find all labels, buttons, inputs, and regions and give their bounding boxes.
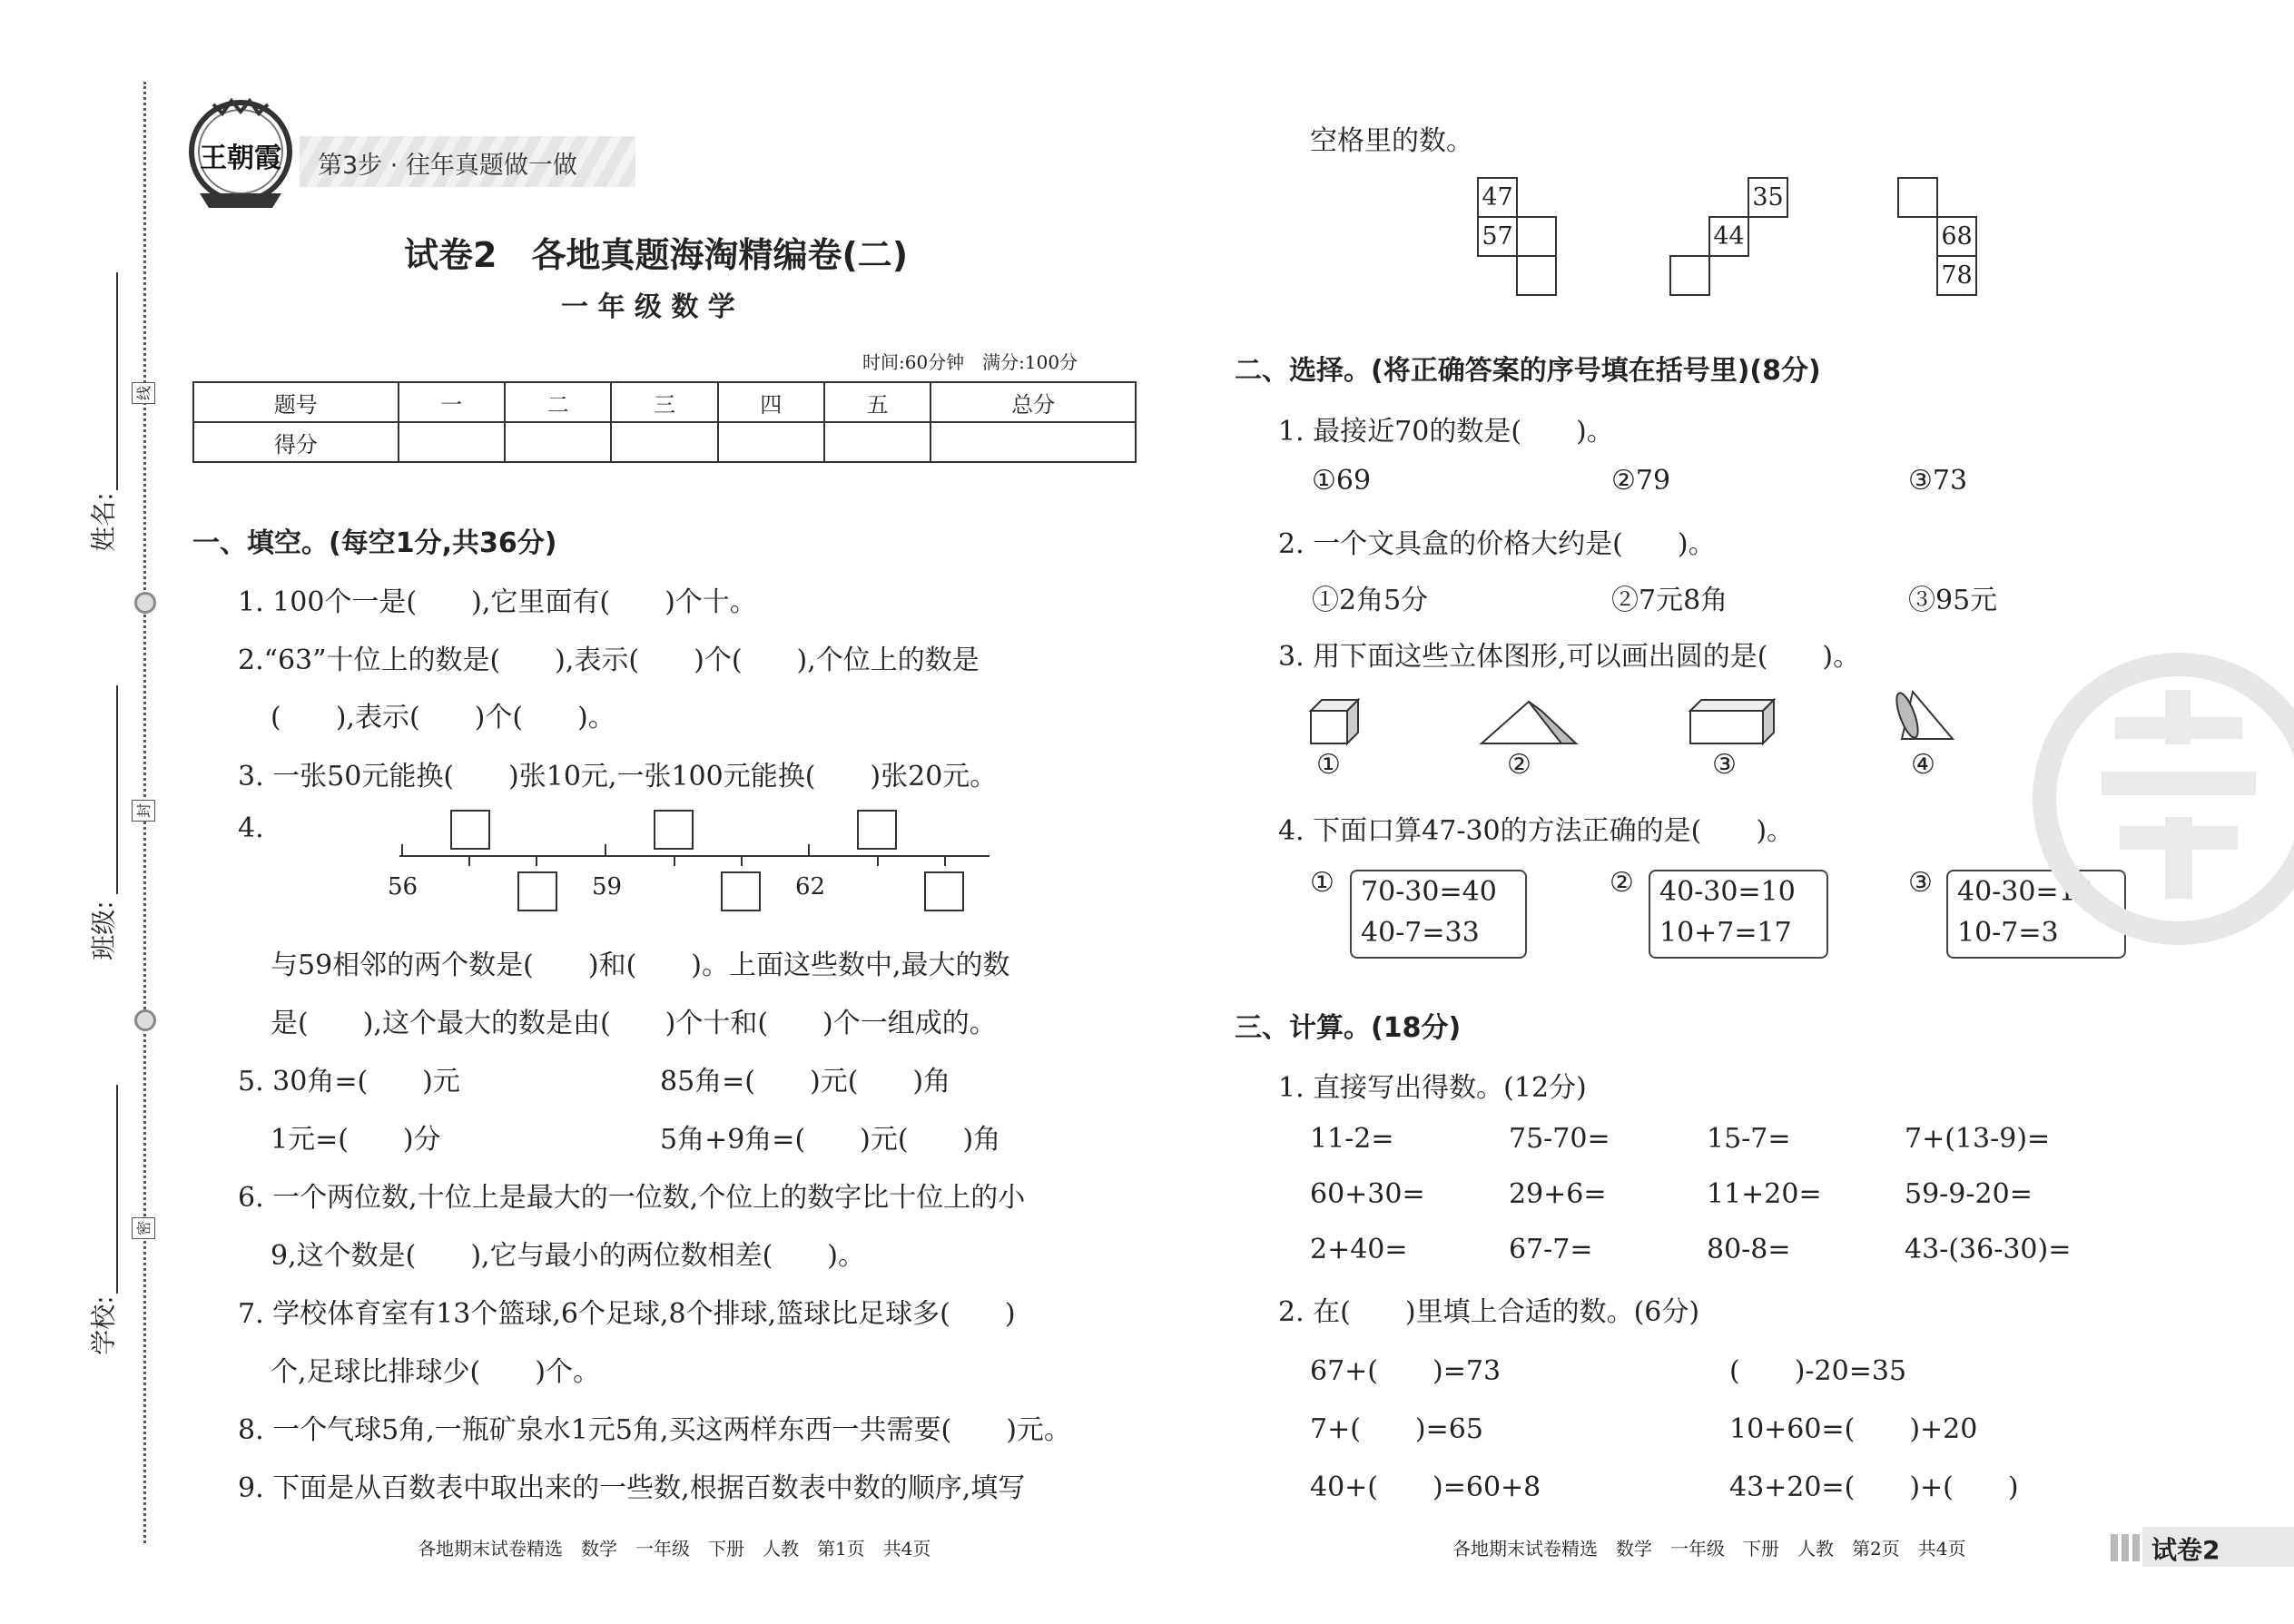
question-5b: 85角=( )元( )角 (660, 1066, 951, 1097)
question-6-cont: 9,这个数是( ),它与最小的两位数相差( )。 (271, 1240, 865, 1272)
footer-dots-icon (2111, 1534, 2141, 1561)
number-line-tick (536, 855, 537, 866)
grid-number: 47 (1482, 183, 1513, 212)
question-6: 6. 一个两位数,十位上是最大的一位数,个位上的数字比十位上的小 (238, 1182, 1026, 1214)
name-underline (116, 272, 118, 490)
fill-item[interactable]: 7+( )=65 (1310, 1413, 1483, 1445)
fill-item[interactable]: 43+20=( )+( ) (1729, 1471, 2019, 1503)
method-line: 10+7=17 (1659, 917, 1792, 949)
table-header-cell: 三 (611, 382, 717, 422)
section3-heading: 三、计算。(18分) (1235, 1012, 1462, 1044)
question-5d: 5角+9角=( )元( )角 (660, 1124, 1001, 1156)
method-option-box[interactable] (1350, 870, 1527, 959)
fill-item[interactable]: ( )-20=35 (1729, 1355, 1907, 1387)
score-cell[interactable] (718, 422, 824, 462)
answer-box[interactable] (654, 810, 694, 850)
question-2: 2.“63”十位上的数是( ),表示( )个( ),个位上的数是 (238, 645, 980, 676)
table-header-cell: 总分 (930, 382, 1136, 422)
page-title: 试卷2 各地真题海淘精编卷(二) (404, 235, 909, 275)
choice-option[interactable]: ②79 (1611, 465, 1671, 497)
question-7-cont: 个,足球比排球少( )个。 (271, 1356, 600, 1388)
score-cell[interactable] (611, 422, 717, 462)
choice-question-3: 3. 用下面这些立体图形,可以画出圆的是( )。 (1278, 641, 1861, 673)
number-line-tick (468, 855, 470, 866)
question-4-number: 4. (238, 812, 264, 844)
score-cell[interactable] (824, 422, 930, 462)
footer-right: 各地期末试卷精选 数学 一年级 下册 人教 第2页 共4页 (1452, 1538, 1966, 1560)
question-2-cont: ( ),表示( )个( )。 (271, 702, 615, 733)
method-option-mark[interactable]: ③ (1908, 867, 1933, 899)
number-line-label: 56 (388, 873, 418, 901)
number-line-label: 62 (795, 873, 826, 901)
table-row (193, 422, 1136, 462)
calc-item[interactable]: 11+20= (1707, 1178, 1822, 1210)
calc-question-1: 1. 直接写出得数。(12分) (1278, 1072, 1587, 1104)
calc-item[interactable]: 7+(13-9)= (1905, 1123, 2051, 1155)
class-label: 班级: (88, 901, 119, 960)
method-option-mark[interactable]: ① (1310, 867, 1334, 899)
question-5c: 1元=( )分 (271, 1124, 441, 1156)
score-cell[interactable] (930, 422, 1136, 462)
table-row (193, 382, 1136, 422)
choice-option[interactable]: ①69 (1312, 465, 1372, 497)
question-9-cont: 空格里的数。 (1310, 125, 1473, 157)
footer-left: 各地期末试卷精选 数学 一年级 下册 人教 第1页 共4页 (418, 1538, 931, 1560)
cube-icon (1307, 694, 1362, 749)
page-subtitle: 一 年 级 数 学 (561, 291, 735, 323)
choice-question-1: 1. 最接近70的数是( )。 (1278, 416, 1614, 448)
fill-question-2: 2. 在( )里填上合适的数。(6分) (1278, 1296, 1700, 1328)
answer-box[interactable] (517, 871, 557, 911)
grid-answer-cell[interactable] (1516, 216, 1557, 257)
calc-item[interactable]: 59-9-20= (1905, 1178, 2033, 1210)
question-4-text: 与59相邻的两个数是( )和( )。上面这些数中,最大的数 (271, 950, 1010, 981)
score-table (192, 381, 1137, 463)
class-underline (116, 685, 118, 894)
question-7: 7. 学校体育室有13个篮球,6个足球,8个排球,篮球比足球多( ) (238, 1298, 1016, 1330)
grid-number: 44 (1713, 222, 1745, 251)
method-line: 70-30=40 (1361, 876, 1497, 908)
choice-option[interactable]: ③73 (1908, 465, 1968, 497)
table-header-cell: 五 (824, 382, 930, 422)
question-4-cont: 是( ),这个最大的数是由( )个十和( )个一组成的。 (271, 1008, 997, 1039)
grid-answer-cell[interactable] (1516, 255, 1557, 296)
method-line: 40-30=10 (1659, 876, 1796, 908)
calc-item[interactable]: 11-2= (1310, 1123, 1394, 1155)
number-line-tick (605, 844, 606, 857)
seal-secret-mark: 密 (132, 1217, 155, 1239)
score-row-label: 得分 (193, 422, 399, 462)
number-line-tick (674, 855, 675, 866)
section1-heading: 一、填空。(每空1分,共36分) (192, 527, 557, 559)
question-9: 9. 下面是从百数表中取出来的一些数,根据百数表中数的顺序,填写 (238, 1472, 1026, 1504)
table-header-cell: 题号 (193, 382, 399, 422)
table-header-cell: 二 (505, 382, 611, 422)
number-line (399, 855, 989, 857)
grid-number: 57 (1482, 222, 1513, 251)
choice-question-2: 2. 一个文具盒的价格大约是( )。 (1278, 528, 1716, 560)
number-line-tick (877, 855, 879, 866)
binding-knot-icon (134, 592, 156, 614)
number-line-label: 59 (592, 873, 623, 901)
shape-option[interactable]: ③ (1712, 749, 1737, 781)
fill-item[interactable]: 10+60=( )+20 (1729, 1413, 1978, 1445)
method-line: 10-7=3 (1957, 917, 2059, 949)
calc-item[interactable]: 67-7= (1509, 1234, 1593, 1265)
grid-answer-cell[interactable] (1897, 177, 1938, 218)
answer-box[interactable] (924, 871, 964, 911)
calc-item[interactable]: 43-(36-30)= (1905, 1234, 2072, 1265)
grid-number: 68 (1941, 222, 1973, 251)
shape-option[interactable]: ② (1507, 749, 1531, 781)
calc-item[interactable]: 15-7= (1707, 1123, 1791, 1155)
score-cell[interactable] (505, 422, 611, 462)
method-option-box[interactable] (1649, 870, 1828, 959)
answer-box[interactable] (721, 871, 761, 911)
calc-item[interactable]: 29+6= (1509, 1178, 1607, 1210)
binding-knot-icon (134, 1009, 156, 1031)
time-info: 时间:60分钟 满分:100分 (862, 351, 1078, 373)
logo-badge (182, 95, 300, 213)
number-line-tick (741, 855, 743, 866)
calc-item[interactable]: 80-8= (1707, 1234, 1791, 1265)
table-header-cell: 四 (718, 382, 824, 422)
seal-seal-mark: 封 (132, 800, 155, 822)
footer-tag: 试卷2 (2151, 1535, 2220, 1565)
step-label: 第3步 · 往年真题做一做 (318, 152, 577, 180)
cuboid-icon (1687, 694, 1777, 749)
choice-option[interactable]: ②7元8角 (1611, 585, 1728, 616)
method-line: 40-30=10 (1957, 876, 2093, 908)
table-header-cell: 一 (399, 382, 505, 422)
method-line: 40-7=33 (1361, 917, 1480, 949)
grid-number: 78 (1941, 261, 1973, 290)
section2-heading: 二、选择。(将正确答案的序号填在括号里)(8分) (1235, 355, 1821, 387)
grid-answer-cell[interactable] (1669, 255, 1710, 296)
triangular-prism-icon (1478, 694, 1580, 749)
choice-option[interactable]: ③95元 (1908, 585, 1998, 616)
calc-item[interactable]: 2+40= (1310, 1234, 1408, 1265)
logo-text: 王朝霞 (200, 143, 281, 174)
method-option-mark[interactable]: ② (1610, 867, 1634, 899)
school-label: 学校: (88, 1295, 119, 1355)
fill-item[interactable]: 40+( )=60+8 (1310, 1471, 1541, 1503)
grid-number: 35 (1752, 183, 1784, 212)
school-underline (116, 1085, 118, 1294)
question-8: 8. 一个气球5角,一瓶矿泉水1元5角,买这两样东西一共需要( )元。 (238, 1414, 1071, 1446)
shape-option[interactable]: ① (1316, 749, 1341, 781)
shape-option[interactable]: ④ (1911, 749, 1935, 781)
secret-seal-watermark (2020, 635, 2294, 962)
choice-option[interactable]: ①2角5分 (1312, 585, 1429, 616)
seal-line-mark: 线 (132, 382, 155, 404)
answer-box[interactable] (857, 810, 897, 850)
name-label: 姓名: (88, 492, 119, 552)
number-line-tick (944, 855, 946, 866)
score-cell[interactable] (399, 422, 505, 462)
calc-item[interactable]: 60+30= (1310, 1178, 1425, 1210)
cone-icon (1893, 683, 1956, 746)
answer-box[interactable] (450, 810, 490, 850)
calc-item[interactable]: 75-70= (1509, 1123, 1610, 1155)
number-line-tick (808, 844, 810, 857)
choice-question-4: 4. 下面口算47-30的方法正确的是( )。 (1278, 815, 1795, 847)
question-5a: 5. 30角=( )元 (238, 1066, 460, 1097)
question-3: 3. 一张50元能换( )张10元,一张100元能换( )张20元。 (238, 761, 998, 792)
fill-item[interactable]: 67+( )=73 (1310, 1355, 1501, 1387)
question-1: 1. 100个一是( ),它里面有( )个十。 (238, 586, 757, 618)
number-line-tick (401, 844, 403, 857)
